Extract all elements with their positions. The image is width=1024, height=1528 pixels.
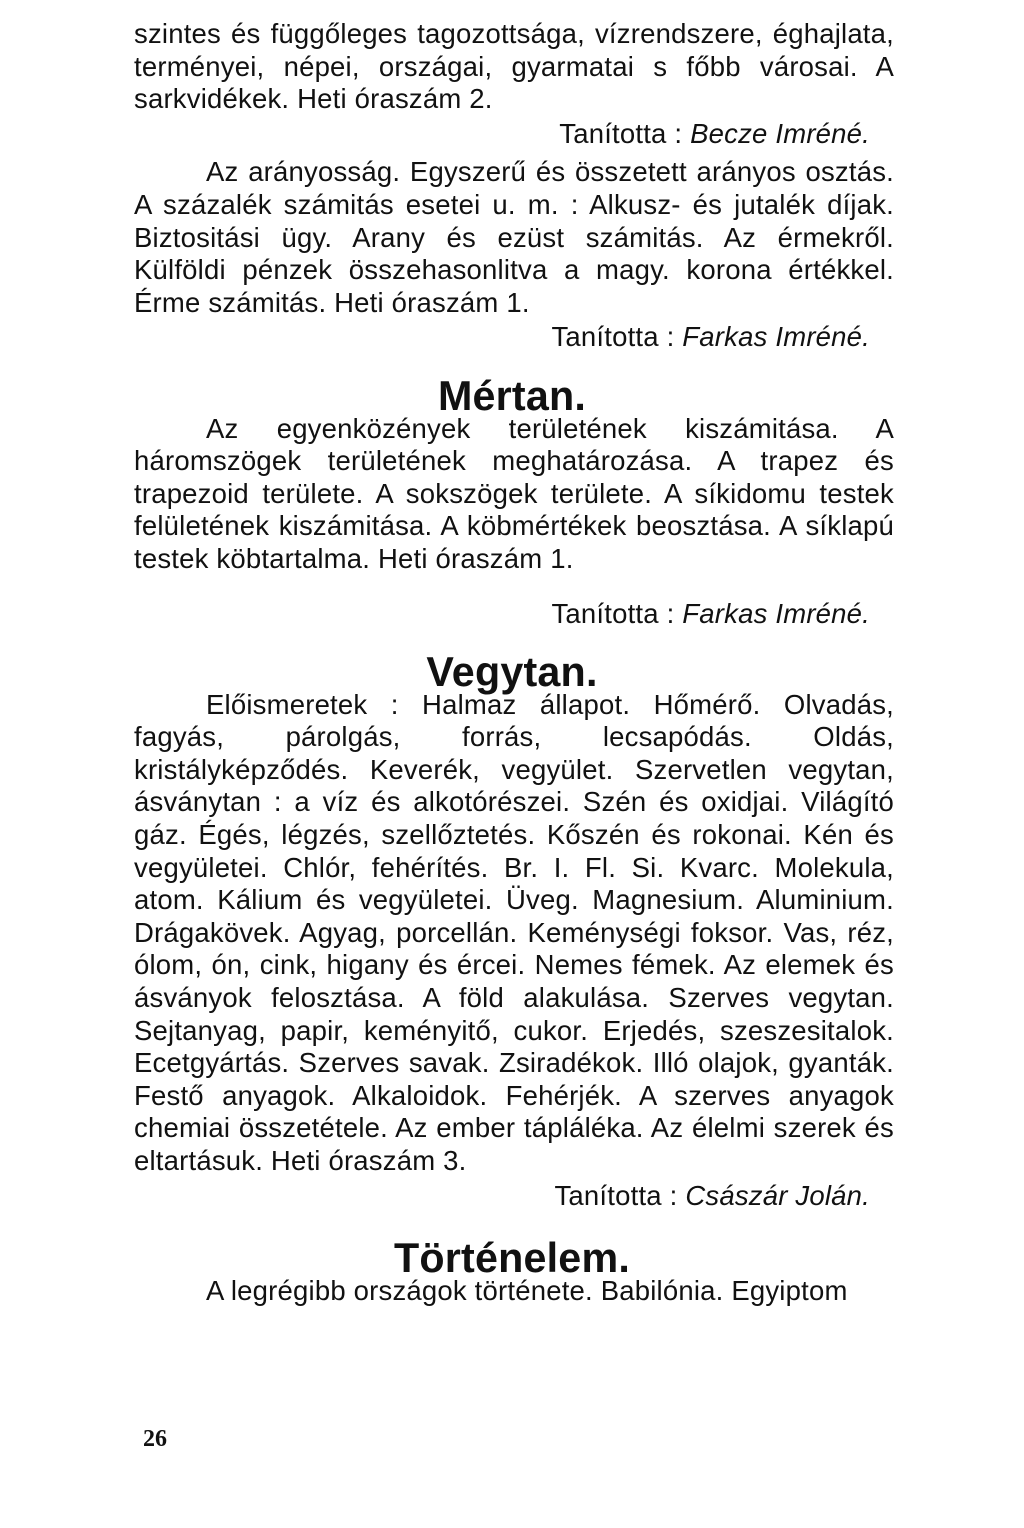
- page-number: 26: [143, 1426, 167, 1452]
- teacher-name: Farkas Imréné.: [682, 597, 870, 629]
- signature-prefix: Tanította :: [551, 321, 675, 353]
- section-heading-mertan: Mértan.: [437, 372, 587, 419]
- geography-paragraph: szintes és függőleges tagozottsága, vízrendszere, éghajlata, terményei, népei, országai, gyarmatai s főbb városai. A sarkvidékek. Heti óraszám 2.: [134, 18, 894, 115]
- teacher-name: Császár Jolán.: [685, 1179, 870, 1211]
- teacher-signature: [134, 321, 894, 354]
- page-text: [134, 18, 894, 1307]
- arithmetic-paragraph: Az arányosság. Egyszerű és összetett arányos osztás. A százalék számitás esetei u. m. : Alkusz- és jutalék díjak. Biztositási ügy. Arany és ezüst számitás. Az érmekről. Külföldi pénzek összehasonlitva a magy. korona értékkel. Érme számitás. Heti óraszám 1.: [134, 156, 894, 318]
- section-heading-vegytan: Vegytan.: [426, 649, 598, 696]
- teacher-name: Becze Imréné.: [690, 117, 870, 149]
- teacher-name: Farkas Imréné.: [682, 321, 870, 353]
- signature-prefix: Tanította :: [559, 117, 683, 149]
- teacher-signature: [134, 118, 894, 151]
- section-heading-tortenelem: Történelem.: [393, 1235, 630, 1282]
- signature-prefix: Tanította :: [551, 597, 675, 629]
- chemistry-paragraph: Előismeretek : Halmaz állapot. Hőmérő. Olvadás, fagyás, párolgás, forrás, lecsapódás. Oldás, kristályképződés. Keverék, vegyület. Szervetlen vegytan, ásványtan : a víz és alkotórészei. Szén és oxidjai. Világító gáz. Égés, légzés, szellőztetés. Kőszén és rokonai. Kén és vegyületei. Chlór, fehérítés. Br. I. Fl. Si. Kvarc. Molekula, atom. Kálium és vegyületei. Üveg. Magnesium. Aluminium. Drágakövek. Agyag, porcellán. Keménységi foksor. Vas, réz, ólom, ón, cink, higany és ércei. Nemes fémek. Az elemek és ásványok felosztása. A föld alakulása. Szerves vegytan. Sejtanyag, papir, keményitő, cukor. Erjedés, szeszesitalok. Ecetgyártás. Szerves savak. Zsiradékok. Illó olajok, gyanták. Festő anyagok. Alkaloidok. Fehérjék. A szerves anyagok chemiai összetétele. Az ember tápláléka. Az élelmi szerek és eltartásuk. Heti óraszám 3.: [134, 688, 894, 1176]
- teacher-signature: [134, 598, 894, 631]
- teacher-signature: [134, 1180, 894, 1213]
- history-paragraph: A legrégibb országok története. Babilónia. Egyiptom: [206, 1274, 848, 1306]
- geometry-paragraph: Az egyenközények területének kiszámitása. A háromszögek területének meghatározása. A trapez és trapezoid területe. A sokszögek területe. A síkidomu testek felületének kiszámitása. A köbmértékek beosztása. A síklapú testek köbtartalma. Heti óraszám 1.: [134, 412, 894, 574]
- signature-prefix: Tanította :: [554, 1179, 678, 1211]
